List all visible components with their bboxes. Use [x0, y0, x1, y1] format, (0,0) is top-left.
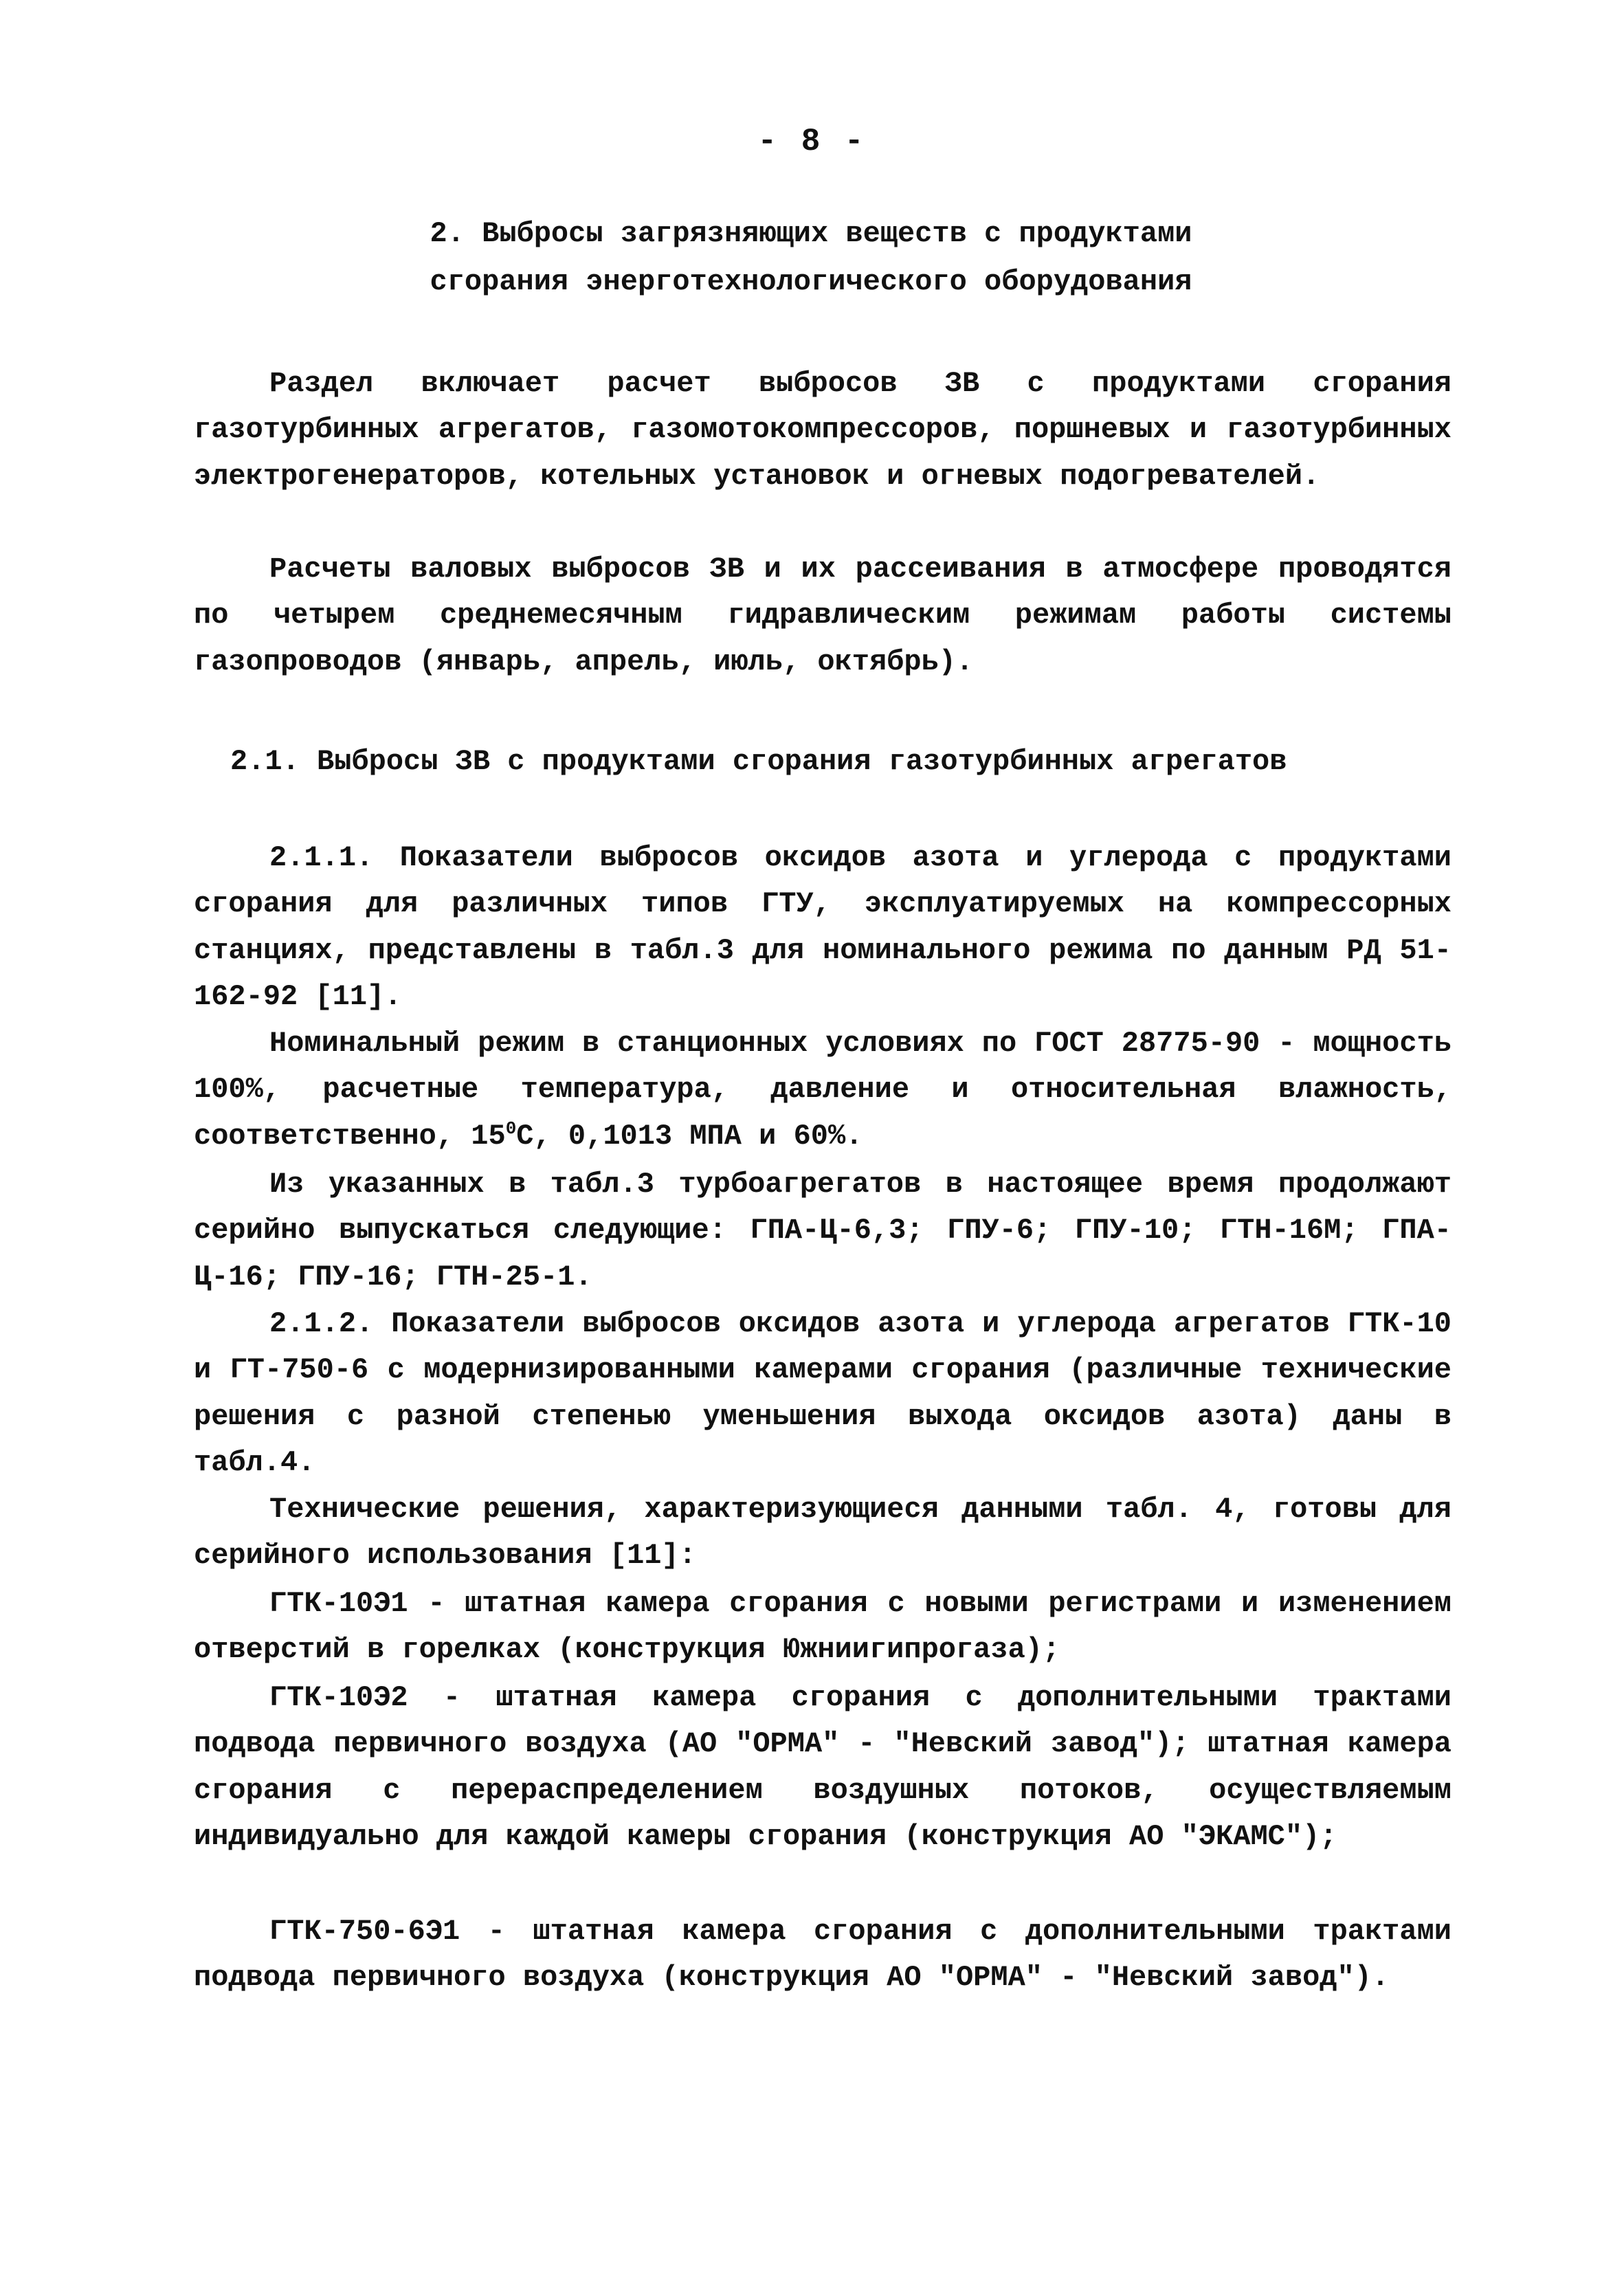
- paragraph-nominal-mode: [194, 1021, 1451, 1160]
- paragraph-serial-units: Из указанных в табл.3 турбоагрегатов в настоящее время продолжают серийно выпускаться следующие: ГПА-Ц-6,3; ГПУ-6; ГПУ-10; ГТН-16М; ГПА-Ц-16; ГПУ-16; ГТН-25-1.: [194, 1168, 1451, 1294]
- paragraph-section-scope: Раздел включает расчет выбросов ЗВ с продуктами сгорания газотурбинных агрегатов, газомотокомпрессоров, поршневых и газотурбинных электрогенераторов, котельных установок и огневых подогревателей.: [194, 367, 1451, 493]
- degree-superscript: 0: [505, 1118, 517, 1139]
- paragraph-gtk-10e1: ГТК-10Э1 - штатная камера сгорания с новыми регистрами и изменением отверстий в горелках (конструкция Южниигипрогаза);: [194, 1587, 1451, 1667]
- section-title: [330, 210, 1292, 306]
- paragraph-gtk-10e2: ГТК-10Э2 - штатная камера сгорания с дополнительными трактами подвода первичного воздуха (АО "ОРМА" - "Невский завод"); штатная камера сгорания с перераспределением воздушных потоков, осуществляемым индивидуально для каждой камеры сгорания (конструкция АО "ЭКАМС");: [194, 1681, 1451, 1854]
- section-title-line-2: сгорания энерготехнологического оборудования: [430, 265, 1192, 298]
- paragraph-2-1-1: 2.1.1. Показатели выбросов оксидов азота и углерода с продуктами сгорания для различных типов ГТУ, эксплуатируемых на компрессорных станциях, представлены в табл.3 для номинального режима по данным РД 51-162-92 [11].: [194, 841, 1451, 1014]
- paragraph-technical-solutions: Технические решения, характеризующиеся данными табл. 4, готовы для серийного использования [11]:: [194, 1493, 1451, 1573]
- section-title-line-1: 2. Выбросы загрязняющих веществ с продуктами: [430, 217, 1192, 250]
- nominal-mode-text-end: С, 0,1013 МПА и 60%.: [516, 1119, 863, 1153]
- paragraph-calculation-modes: Расчеты валовых выбросов ЗВ и их рассеивания в атмосфере проводятся по четырем среднемесячным гидравлическим режимам работы системы газопроводов (январь, апрель, июль, октябрь).: [194, 553, 1451, 678]
- subsection-title: 2.1. Выбросы ЗВ с продуктами сгорания газотурбинных агрегатов: [230, 745, 1287, 778]
- paragraph-gtk-750-6e1: ГТК-750-6Э1 - штатная камера сгорания с дополнительными трактами подвода первичного воздуха (конструкция АО "ОРМА" - "Невский завод").: [194, 1915, 1451, 1995]
- paragraph-2-1-2: 2.1.2. Показатели выбросов оксидов азота и углерода агрегатов ГТК-10 и ГТ-750-6 с модернизированными камерами сгорания (различные технические решения с разной степенью уменьшения выхода оксидов азота) даны в табл.4.: [194, 1307, 1451, 1480]
- nominal-mode-text: Номинальный режим в станционных условиях по ГОСТ 28775-90 - мощность 100%, расчетные температура, давление и относительная влажность, соответственно, 15: [194, 1027, 1451, 1153]
- page-number: - 8 -: [757, 124, 867, 159]
